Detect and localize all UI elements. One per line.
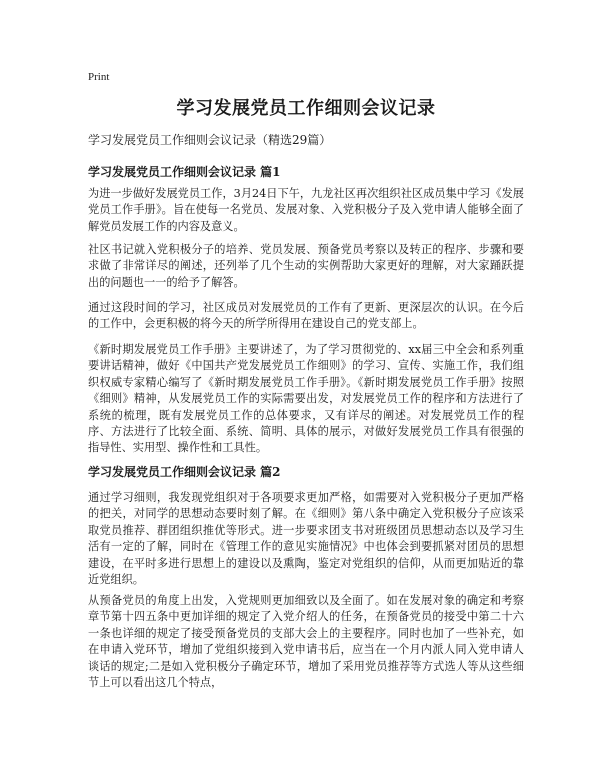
section-1-paragraph-1: 为进一步做好发展党员工作，3月24日下午，九龙社区再次组织社区成员集中学习《发展党员工作手册》。旨在使每一名党员、发展对象、入党积极分子及入党申请人能够全面了解党员发展工作的内容及意义。 xyxy=(88,187,524,233)
section-2-heading: 学习发展党员工作细则会议记录 篇2 xyxy=(88,465,281,479)
document-title: 学习发展党员工作细则会议记录 xyxy=(176,98,436,119)
section-1-paragraph-2: 社区书记就入党积极分子的培养、党员发展、预备党员考察以及转正的程序、步骤和要求做了非常详尽的阐述，还列举了几个生动的实例帮助大家更好的理解，对大家踊跃提出的问题也一一的给予了解答。 xyxy=(88,243,524,289)
section-2-paragraph-2: 从预备党员的角度上出发，入党规则更加细致以及全面了。如在发展对象的确定和考察章节第十四五条中更加详细的规定了入党介绍人的任务，在预备党员的接受中第二十六一条也详细的规定了接受预备党员的支部大会上的主要程序。同时也加了一些补充，如在申请入党环节，增加了党组织接到入党申请书后，应当在一个月内派人同入党申请人谈话的规定;二是如入党积极分子确定环节，增加了采用党员推荐等方式选人等从这些细节上可以看出这几个特点， xyxy=(88,594,524,690)
section-1-heading: 学习发展党员工作细则会议记录 篇1 xyxy=(88,165,281,179)
print-link[interactable]: Print xyxy=(88,71,110,83)
section-2-paragraph-1: 通过学习细则，我发现党组织对于各项要求更加严格，如需要对入党积极分子更加严格的把关，对同学的思想动态要时刻了解。在《细则》第八条中确定入党积极分子应该采取党员推荐、群团组织推优等形式。进一步要求团支书对班级团员思想动态以及学习生活有一定的了解，同时在《管理工作的意见实施情况》中也体会到要抓紧对团员的思想建设，在平时多进行思想上的建设以及熏陶，鉴定对党组织的信仰，从而更加贴近的靠近党组织。 xyxy=(88,491,524,587)
document-subtitle: 学习发展党员工作细则会议记录（精选29篇） xyxy=(88,133,332,147)
section-1-paragraph-3: 通过这段时间的学习，社区成员对发展党员的工作有了更新、更深层次的认识。在今后的工作中，会更积极的将今天的所学所得用在建设自己的党支部上。 xyxy=(88,301,524,331)
section-1-paragraph-4: 《新时期发展党员工作手册》主要讲述了，为了学习贯彻党的、xx届三中全会和系列重要讲话精神，做好《中国共产党发展党员工作细则》的学习、宣传、实施工作，我们组织权威专家精心编写了《新时期发展党员工作手册》。《新时期发展党员工作手册》按照《细则》精神，从发展党员工作的实际需要出发，对发展党员工作的程序和方法进行了系统的梳理，既有发展党员工作的总体要求，又有详尽的阐述。对发展党员工作的程序、方法进行了比较全面、系统、简明、具体的展示，对做好发展党员工作具有很强的指导性、实用型、操作性和工具性。 xyxy=(88,343,524,455)
